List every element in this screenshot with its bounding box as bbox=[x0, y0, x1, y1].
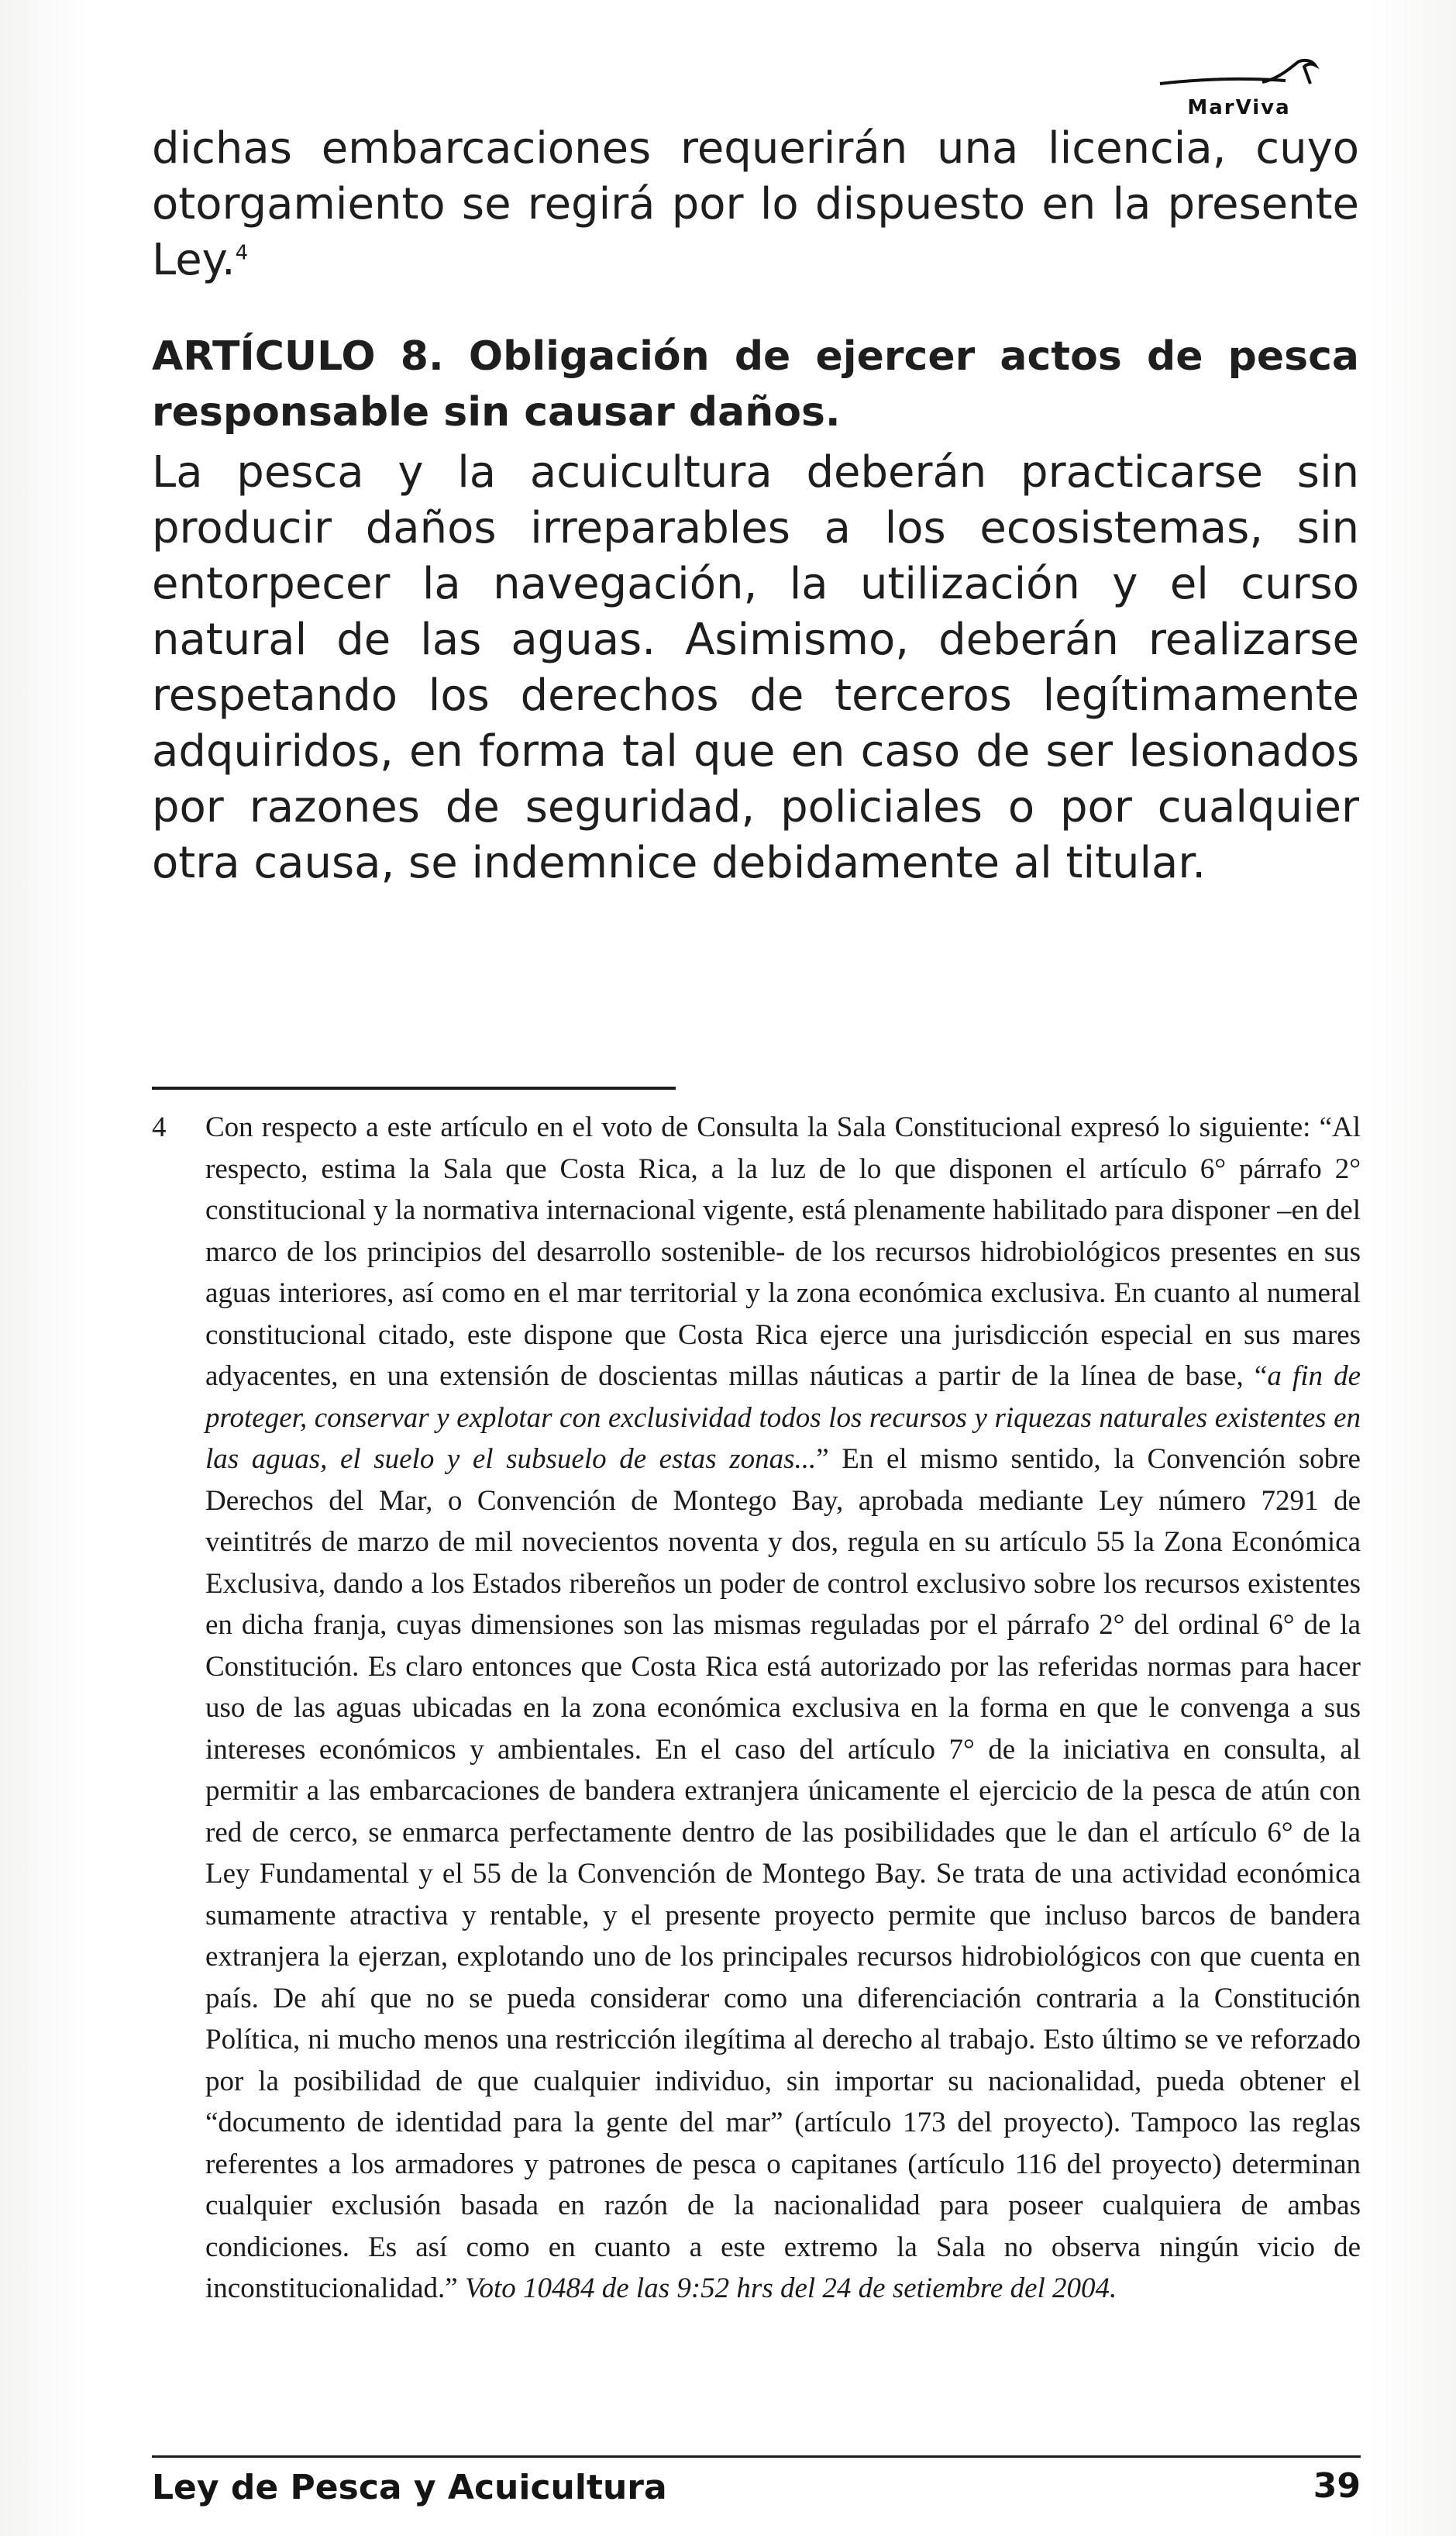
footer-book-title: Ley de Pesca y Acuicultura bbox=[152, 2468, 667, 2507]
lead-text: dichas embarcaciones requerirán una licencia, cuyo otorgamiento se regirá por lo dispuesto en la presente Ley. bbox=[152, 123, 1359, 285]
wave-icon bbox=[1146, 50, 1332, 96]
footnote-italic-quote: a fin de proteger, conservar y explotar con exclusividad todos los recursos y riquezas naturales existentes en las aguas, el suelo y el subsuelo de estas zonas... bbox=[205, 1360, 1361, 1475]
main-text bbox=[152, 121, 1359, 891]
logo-brand-text: MarViva bbox=[1187, 96, 1291, 119]
footnote-separator bbox=[152, 1087, 676, 1090]
lead-paragraph bbox=[152, 121, 1359, 288]
footnote bbox=[152, 1107, 1361, 2310]
footnote-text-part2: ” En el mismo sentido, la Convención sobre Derechos del Mar, o Convención de Montego Bay, aprobada mediante Ley número 7291 de veintitrés de marzo de mil novecientos noventa y dos, regula en su artículo 55 la Zona Económica Exclusiva, dando a los Estados ribereños un poder de control exclusivo sobre los recursos existentes en dicha franja, cuyas dimensiones son las mismas reguladas por el párrafo 2° del ordinal 6° de la Constitución. Es claro entonces que Costa Rica está autorizado por las referidas normas para hacer uso de las aguas ubicadas en la zona económica exclusiva en la forma en que le convenga a sus intereses económicos y ambientales. En el caso del artículo 7° de la iniciativa en consulta, al permitir a las embarcaciones de bandera extranjera únicamente el ejercicio de la pesca de atún con red de cerco, se enmarca perfectamente dentro de las posibilidades que le dan el artículo 6° de la Ley Fundamental y el 55 de la Convención de Montego Bay. Se trata de una actividad económica sumamente atractiva y rentable, y el presente proyecto permite que incluso barcos de bandera extranjera la ejerzan, explotando uno de los principales recursos hidrobiológicos con que cuenta en país. De ahí que no se pueda considerar como una diferenciación contraria a la Constitución Política, ni mucho menos una restricción ilegítima al derecho al trabajo. Esto último se ve reforzado por la posibilidad de que cualquier individuo, sin importar su nacionalidad, pueda obtener el “documento de identidad para la gente del mar” (artículo 173 del proyecto). Tampoco las reglas referentes a los armadores y patrones de pesca o capitanes (artículo 116 del proyecto) determinan cualquier exclusión basada en razón de la nacionalidad para poseer cualquiera de ambas condiciones. Es así como en cuanto a este extremo la Sala no observa ningún vicio de inconstitucionalidad.” bbox=[205, 1443, 1361, 2304]
footnote-reference: 4 bbox=[235, 241, 249, 265]
article-body: La pesca y la acuicultura deberán practicarse sin producir daños irreparables a los ecosistemas, sin entorpecer la navegación, la utilización y el curso natural de las aguas. Asimismo, deberán realizarse respetando los derechos de terceros legítimamente adquiridos, en forma tal que en caso de ser lesionados por razones de seguridad, policiales o por cualquier otra causa, se indemnice debidamente al titular. bbox=[152, 447, 1359, 888]
footnote-number: 4 bbox=[152, 1111, 167, 1143]
footer-rule bbox=[152, 2455, 1361, 2458]
footnote-text-part1: Con respecto a este artículo en el voto de Consulta la Sala Constitucional expresó lo siguiente: “Al respecto, estima la Sala que Costa Rica, a la luz de lo que disponen el artículo 6° párrafo 2° constitucional y la normativa internacional vigente, está plenamente habilitado para disponer –en del marco de los principios del desarrollo sostenible- de los recursos hidrobiológicos presentes en sus aguas interiores, así como en el mar territorial y la zona económica exclusiva. En cuanto al numeral constitucional citado, este dispone que Costa Rica ejerce una jurisdicción especial en sus mares adyacentes, en una extensión de doscientas millas náuticas a partir de la línea de base, “ bbox=[205, 1111, 1361, 1392]
footnote-text bbox=[205, 1107, 1361, 2310]
article-heading: ARTÍCULO 8. Obligación de ejercer actos de pesca responsable sin causar daños. bbox=[152, 333, 1359, 436]
footnote-citation: Voto 10484 de las 9:52 hrs del 24 de setiembre del 2004. bbox=[464, 2272, 1117, 2304]
marviva-logo bbox=[1146, 50, 1332, 119]
page-number: 39 bbox=[1313, 2466, 1361, 2506]
